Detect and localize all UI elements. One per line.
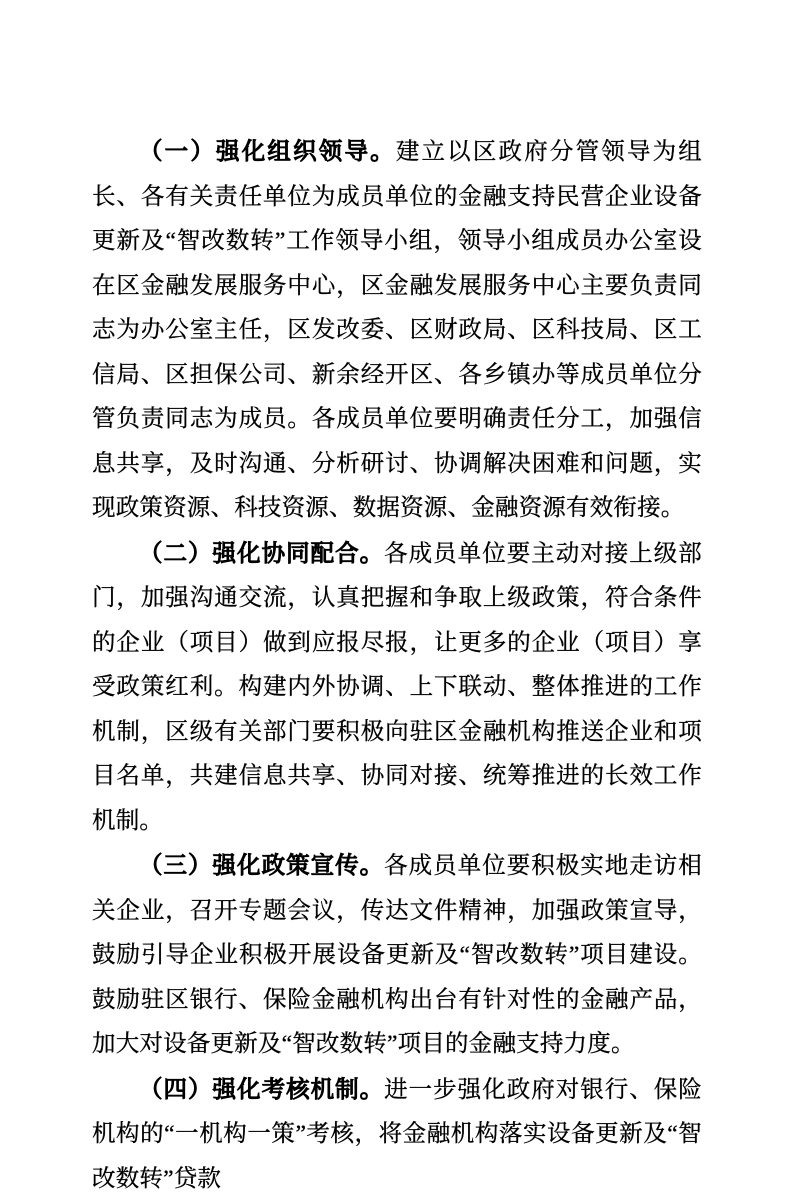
paragraph-1-text: 建立以区政府分管领导为组长、各有关责任单位为成员单位的金融支持民营企业设备更新及“智改数转”工作领导小组，领导小组成员办公室设在区金融发展服务中心，区金融发展服务中心主要负责同志为办公室主任，区发改委、区财政局、区科技局、区工信局、区担保公司、新余经开区、各乡镇办等成员单位分管负责同志为成员。各成员单位要明确责任分工，加强信息共享，及时沟通、分析研讨、协调解决困难和问题，实现政策资源、科技资源、数据资源、金融资源有效衔接。 [92,139,702,521]
paragraph-4-text: 进一步强化政府对银行、保险机构的“一机构一策”考核，将金融机构落实设备更新及“智改数转”贷款 [92,1077,702,1192]
paragraph-3-text: 各成员单位要积极实地走访相关企业，召开专题会议，传达文件精神，加强政策宣导，鼓励引导企业积极开展设备更新及“智改数转”项目建设。鼓励驻区银行、保险金融机构出台有针对性的金融产品，加大对设备更新及“智改数转”项目的金融支持力度。 [92,853,702,1057]
document-body [92,130,702,1201]
paragraph-1 [92,130,702,531]
paragraph-4 [92,1068,702,1201]
paragraph-1-lead: （一）强化组织领导。 [139,139,396,165]
paragraph-4-lead: （四）强化考核机制。 [139,1077,384,1103]
paragraph-2-text: 各成员单位要主动对接上级部门，加强沟通交流，认真把握和争取上级政策，符合条件的企业（项目）做到应报尽报，让更多的企业（项目）享受政策红利。构建内外协调、上下联动、整体推进的工作机制，区级有关部门要积极向驻区金融机构推送企业和项目名单，共建信息共享、协同对接、统筹推进的长效工作机制。 [92,541,702,834]
paragraph-3-lead: （三）强化政策宣传。 [139,853,384,879]
paragraph-3 [92,844,702,1067]
paragraph-2 [92,532,702,844]
paragraph-2-lead: （二）强化协同配合。 [139,541,384,567]
